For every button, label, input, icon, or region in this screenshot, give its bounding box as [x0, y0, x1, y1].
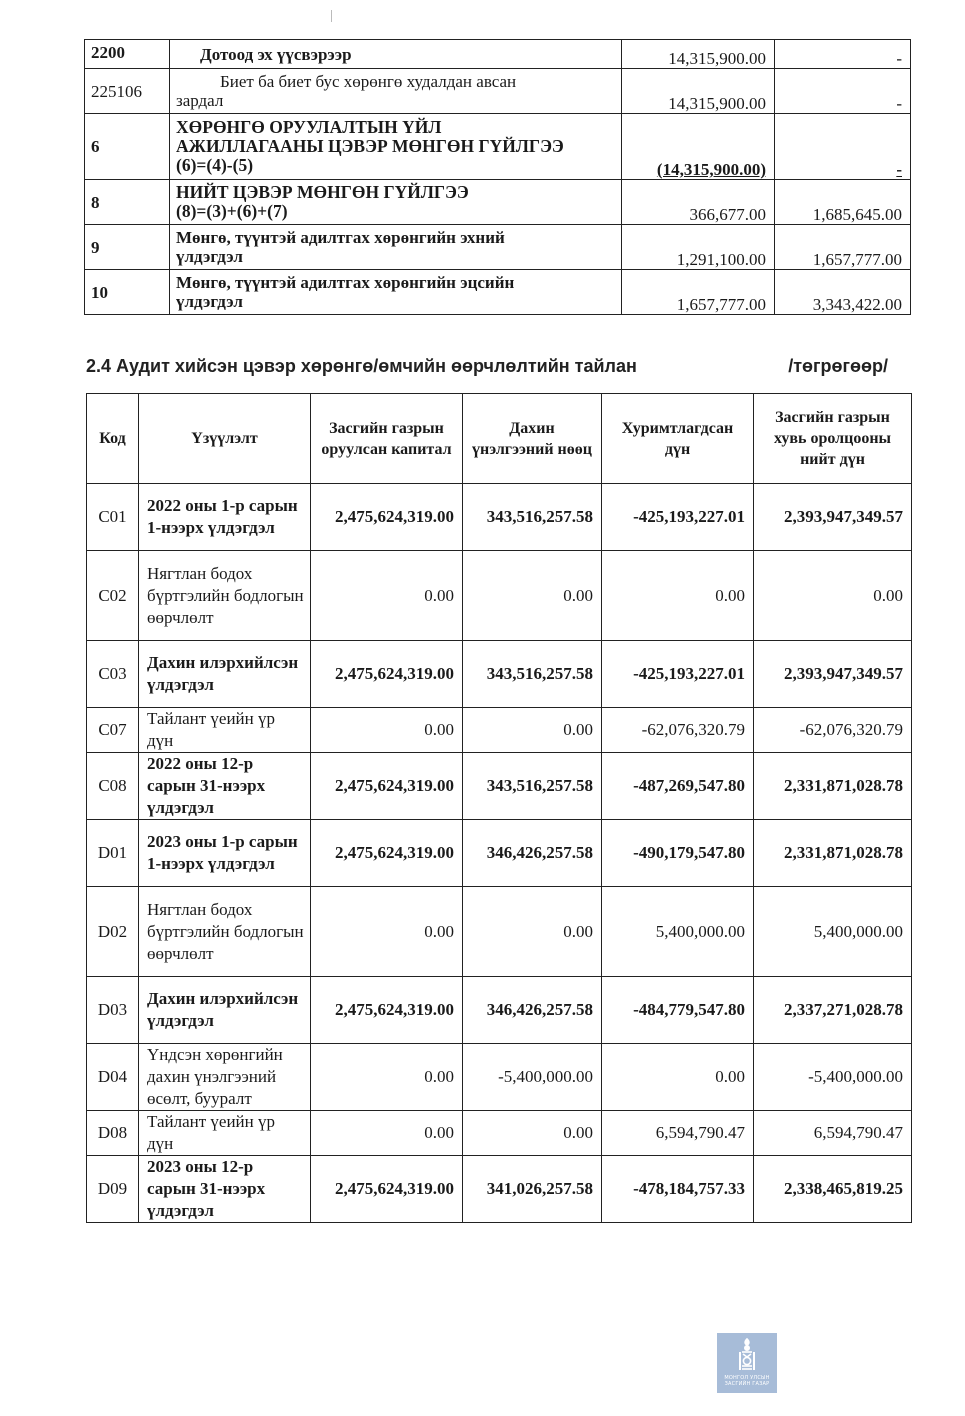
row-name-line: Мөнгө, түүнтэй адилтгах хөрөнгийн эхний: [176, 228, 505, 247]
cell-accumulated: 0.00: [602, 1044, 754, 1111]
section-heading: [86, 356, 888, 377]
header-code: Код: [87, 394, 139, 484]
government-logo: [717, 1333, 777, 1393]
row-name: [170, 114, 622, 180]
scan-mark: [331, 10, 332, 22]
row-code: C08: [87, 753, 139, 820]
cell-total: 2,337,271,028.78: [754, 977, 912, 1044]
row-name-line: Мөнгө, түүнтэй адилтгах хөрөнгийн эцсийн: [176, 273, 515, 292]
soyombo-icon: [736, 1338, 758, 1372]
row-name: [170, 270, 622, 315]
row-code: 8: [85, 180, 170, 225]
cell-revaluation: 343,516,257.58: [463, 484, 602, 551]
cell-revaluation: 0.00: [463, 887, 602, 977]
cell-revaluation: 0.00: [463, 708, 602, 753]
cell-revaluation: 346,426,257.58: [463, 820, 602, 887]
row-value-current: 14,315,900.00: [622, 69, 775, 114]
table-row: [85, 270, 911, 315]
table-row: [87, 977, 912, 1044]
row-value-previous: -: [775, 69, 911, 114]
cell-total: 2,393,947,349.57: [754, 484, 912, 551]
row-name-line: (6)=(4)-(5): [176, 155, 254, 175]
row-desc: 2023 оны 1-р сарын 1-нээрх үлдэгдэл: [139, 820, 311, 887]
table-row: [85, 40, 911, 69]
row-name: [170, 225, 622, 270]
row-name-line: Биет ба биет бус хөрөнгө худалдан авсан: [220, 72, 517, 91]
cell-capital: 2,475,624,319.00: [311, 484, 463, 551]
cell-total: 2,331,871,028.78: [754, 820, 912, 887]
cashflow-table: [84, 39, 911, 315]
cell-accumulated: 5,400,000.00: [602, 887, 754, 977]
cell-capital: 0.00: [311, 887, 463, 977]
row-code: D09: [87, 1156, 139, 1223]
logo-caption-line: МОНГОЛ УЛСЫН: [724, 1375, 770, 1381]
row-desc: Дахин илэрхийлсэн үлдэгдэл: [139, 977, 311, 1044]
row-code: 2200: [85, 40, 170, 69]
cell-accumulated: -425,193,227.01: [602, 484, 754, 551]
header-revaluation: Дахин үнэлгээний нөөц: [463, 394, 602, 484]
section-title: 2.4 Аудит хийсэн цэвэр хөрөнгө/өмчийн өөрчлөлтийн тайлан: [86, 356, 637, 376]
cell-capital: 0.00: [311, 551, 463, 641]
table-row: [87, 820, 912, 887]
row-value-previous: -: [775, 40, 911, 69]
row-value-current: (14,315,900.00): [622, 114, 775, 180]
row-name-line: ХӨРӨНГӨ ОРУУЛАЛТЫН ҮЙЛ: [176, 117, 442, 137]
table-row: [87, 753, 912, 820]
logo-caption: [724, 1375, 769, 1387]
table-row: [87, 1044, 912, 1111]
cell-revaluation: 0.00: [463, 1111, 602, 1156]
row-code: 225106: [85, 69, 170, 114]
header-total: Засгийн газрын хувь оролцооны нийт дүн: [754, 394, 912, 484]
table-row: [85, 225, 911, 270]
header-capital: Засгийн газрын оруулсан капитал: [311, 394, 463, 484]
row-code: D04: [87, 1044, 139, 1111]
row-name-line: үлдэгдэл: [176, 247, 243, 266]
row-name-line: зардал: [176, 91, 224, 110]
cell-capital: 0.00: [311, 1044, 463, 1111]
row-value-current: 14,315,900.00: [622, 40, 775, 69]
cell-total: 2,393,947,349.57: [754, 641, 912, 708]
cell-capital: 2,475,624,319.00: [311, 641, 463, 708]
row-name-line: (8)=(3)+(6)+(7): [176, 201, 288, 221]
row-code: 10: [85, 270, 170, 315]
cell-revaluation: 346,426,257.58: [463, 977, 602, 1044]
table-row: [87, 1156, 912, 1223]
cell-total: 2,338,465,819.25: [754, 1156, 912, 1223]
table-row: [85, 180, 911, 225]
row-value-previous: 1,657,777.00: [775, 225, 911, 270]
cell-accumulated: -487,269,547.80: [602, 753, 754, 820]
row-name-line: АЖИЛЛАГААНЫ ЦЭВЭР МӨНГӨН ГҮЙЛГЭЭ: [176, 136, 564, 156]
cell-accumulated: 0.00: [602, 551, 754, 641]
row-value-current: 366,677.00: [622, 180, 775, 225]
cell-capital: 0.00: [311, 708, 463, 753]
cell-total: -62,076,320.79: [754, 708, 912, 753]
row-desc: Тайлант үеийн үр дүн: [139, 1111, 311, 1156]
row-code: 6: [85, 114, 170, 180]
cell-accumulated: 6,594,790.47: [602, 1111, 754, 1156]
cell-accumulated: -484,779,547.80: [602, 977, 754, 1044]
section-unit: /төгрөгөөр/: [788, 356, 888, 376]
row-code: C01: [87, 484, 139, 551]
table-row: [85, 69, 911, 114]
cell-capital: 0.00: [311, 1111, 463, 1156]
table-row: [85, 114, 911, 180]
row-code: C02: [87, 551, 139, 641]
row-code: C07: [87, 708, 139, 753]
cell-accumulated: -62,076,320.79: [602, 708, 754, 753]
row-name: [170, 69, 622, 114]
equity-table: [86, 393, 912, 1223]
logo-caption-line: ЗАСГИЙН ГАЗАР: [724, 1381, 770, 1387]
row-code: D02: [87, 887, 139, 977]
row-value-previous: 3,343,422.00: [775, 270, 911, 315]
table-row: [87, 708, 912, 753]
table-row: [87, 641, 912, 708]
row-code: C03: [87, 641, 139, 708]
cell-total: 6,594,790.47: [754, 1111, 912, 1156]
row-name-line: НИЙТ ЦЭВЭР МӨНГӨН ГҮЙЛГЭЭ: [176, 182, 469, 202]
row-value-previous: -: [775, 114, 911, 180]
row-desc: Тайлант үеийн үр дүн: [139, 708, 311, 753]
cell-total: 0.00: [754, 551, 912, 641]
row-desc: 2022 оны 1-р сарын 1-нээрх үлдэгдэл: [139, 484, 311, 551]
row-value-previous: 1,685,645.00: [775, 180, 911, 225]
cell-revaluation: 341,026,257.58: [463, 1156, 602, 1223]
header-desc: Үзүүлэлт: [139, 394, 311, 484]
row-name: Дотоод эх үүсвэрээр: [170, 40, 622, 69]
table-row: [87, 551, 912, 641]
cell-accumulated: -425,193,227.01: [602, 641, 754, 708]
cell-capital: 2,475,624,319.00: [311, 820, 463, 887]
cell-revaluation: -5,400,000.00: [463, 1044, 602, 1111]
header-row: [87, 394, 912, 484]
row-name: [170, 180, 622, 225]
cell-total: -5,400,000.00: [754, 1044, 912, 1111]
cell-revaluation: 343,516,257.58: [463, 641, 602, 708]
row-desc: Дахин илэрхийлсэн үлдэгдэл: [139, 641, 311, 708]
cell-accumulated: -478,184,757.33: [602, 1156, 754, 1223]
row-value-current: 1,657,777.00: [622, 270, 775, 315]
row-desc: 2023 оны 12-р сарын 31-нээрх үлдэгдэл: [139, 1156, 311, 1223]
row-desc: Нягтлан бодох бүртгэлийн бодлогын өөрчлөлт: [139, 887, 311, 977]
row-code: D03: [87, 977, 139, 1044]
row-desc: Нягтлан бодох бүртгэлийн бодлогын өөрчлөлт: [139, 551, 311, 641]
cell-capital: 2,475,624,319.00: [311, 977, 463, 1044]
cell-total: 5,400,000.00: [754, 887, 912, 977]
row-name-line: үлдэгдэл: [176, 292, 243, 311]
row-value-current: 1,291,100.00: [622, 225, 775, 270]
cell-total: 2,331,871,028.78: [754, 753, 912, 820]
cell-capital: 2,475,624,319.00: [311, 753, 463, 820]
table-row: [87, 887, 912, 977]
cell-capital: 2,475,624,319.00: [311, 1156, 463, 1223]
table-row: [87, 1111, 912, 1156]
table-row: [87, 484, 912, 551]
row-desc: 2022 оны 12-р сарын 31-нээрх үлдэгдэл: [139, 753, 311, 820]
row-code: D08: [87, 1111, 139, 1156]
header-accumulated: Хуримтлагдсан дүн: [602, 394, 754, 484]
cell-revaluation: 0.00: [463, 551, 602, 641]
row-code: 9: [85, 225, 170, 270]
row-code: D01: [87, 820, 139, 887]
cell-revaluation: 343,516,257.58: [463, 753, 602, 820]
cell-accumulated: -490,179,547.80: [602, 820, 754, 887]
row-desc: Үндсэн хөрөнгийн дахин үнэлгээний өсөлт, бууралт: [139, 1044, 311, 1111]
